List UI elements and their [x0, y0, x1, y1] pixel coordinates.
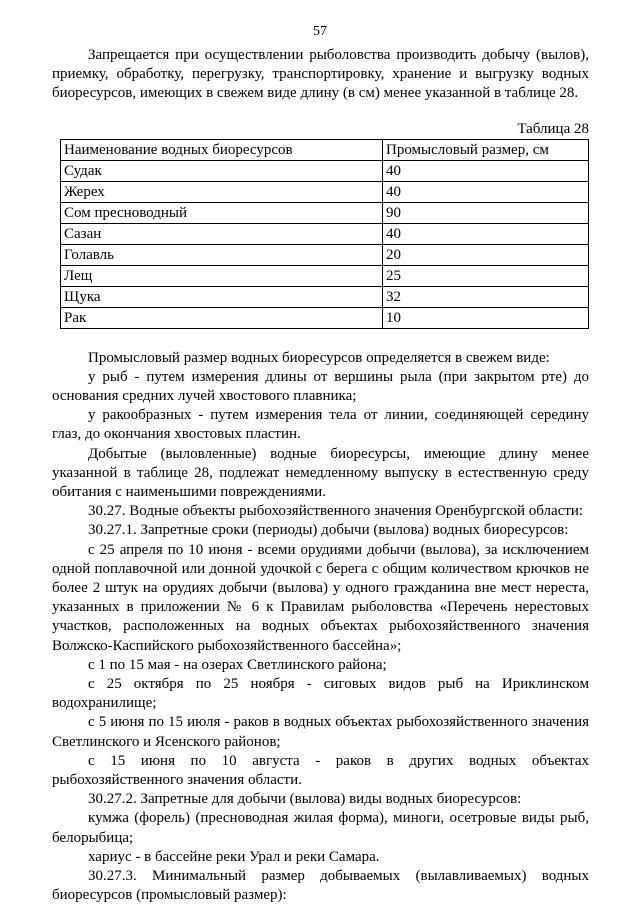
size-cell: 40: [383, 223, 589, 244]
intro-paragraph: Запрещается при осуществлении рыболовства производить добычу (вылов), приемку, обработку, перегрузку, транспортировку, хранение и выгрузку водных биоресурсов, имеющих в свежем виде длину (в см) менее указанной в таблице 28.: [52, 47, 589, 102]
document-body: [52, 46, 589, 906]
table-row: [61, 160, 589, 181]
table-row: [61, 307, 589, 328]
species-cell: Судак: [61, 160, 383, 181]
species-cell: Сазан: [61, 223, 383, 244]
section-heading-30-27-3: 30.27.3. Минимальный размер добываемых (вылавливаемых) водных биоресурсов (промысловый размер):: [52, 868, 589, 904]
species-cell: Щука: [61, 286, 383, 307]
size-cell: 40: [383, 160, 589, 181]
species-cell: Жерех: [61, 181, 383, 202]
table-header-species: Наименование водных биоресурсов: [61, 139, 383, 160]
table-row: [61, 265, 589, 286]
paragraph-crustacean-measure: у ракообразных - путем измерения тела от линии, соединяющей середину глаз, до окончания хвостовых пластин.: [52, 407, 589, 443]
paragraph-banned-species: кумжа (форель) (пресноводная жилая форма), миноги, осетровые виды рыб, белорыбица;: [52, 810, 589, 846]
table-row: [61, 286, 589, 307]
size-cell: 90: [383, 202, 589, 223]
paragraph-october-ban: с 25 октября по 25 ноября - сиговых видов рыб на Ириклинском водохранилище;: [52, 676, 589, 712]
section-heading-30-27: 30.27. Водные объекты рыбохозяйственного значения Оренбургской области:: [88, 503, 584, 520]
paragraph-april-june-ban: с 25 апреля по 10 июня - всеми орудиями добычи (вылова), за исключением одной поплавочной или донной удочкой с берега с общим количеством крючков не более 2 штук на орудиях добычи (вылова) у одного гражданина вне мест нереста, указанных в приложении № 6 к Правилам рыболовства «Перечень нерестовых участков, расположенных на водных объектах рыбохозяйственного значения Волжско-Каспийского рыбохозяйственного бассейна»;: [52, 541, 589, 654]
size-cell: 10: [383, 307, 589, 328]
paragraph-june-august-ban: с 15 июня по 10 августа - раков в других водных объектах рыбохозяйственного значения области.: [52, 752, 589, 789]
table-row: [61, 181, 589, 202]
size-cell: 25: [383, 265, 589, 286]
species-cell: Голавль: [61, 244, 383, 265]
table-row: [61, 244, 589, 265]
section-heading-30-27-2: 30.27.2. Запретные для добычи (вылова) виды водных биоресурсов:: [88, 791, 522, 808]
paragraph-fish-measure: у рыб - путем измерения длины от вершины рыла (при закрытом рте) до основания средних лучей хвостового плавника;: [52, 368, 589, 405]
table-header-row: [61, 139, 589, 160]
table-caption: Таблица 28: [517, 120, 589, 137]
size-cell: 32: [383, 286, 589, 307]
size-cell: 20: [383, 244, 589, 265]
species-cell: Сом пресноводный: [61, 202, 383, 223]
paragraph-june-july-ban: с 5 июня по 15 июля - раков в водных объектах рыбохозяйственного значения Светлинского и Ясенского районов;: [52, 714, 589, 750]
paragraph-release-rule: Добытые (выловленные) водные биоресурсы, имеющие длину менее указанной в таблице 28, подлежат немедленному выпуску в естественную среду обитания с наименьшими повреждениями.: [52, 445, 589, 501]
size-cell: 40: [383, 181, 589, 202]
table-row: [61, 202, 589, 223]
fish-size-table: [60, 139, 589, 329]
paragraph-size-definition: Промысловый размер водных биоресурсов определяется в свежем виде:: [88, 349, 550, 366]
table-header-size: Промысловый размер, см: [383, 139, 589, 160]
page-number: 57: [313, 24, 327, 39]
section-heading-30-27-1: 30.27.1. Запретные сроки (периоды) добычи (вылова) водных биоресурсов:: [88, 522, 569, 539]
paragraph-may-ban: с 1 по 15 мая - на озерах Светлинского района;: [88, 656, 387, 673]
paragraph-grayling-ban: хариус - в бассейне реки Урал и реки Самара.: [88, 848, 380, 865]
species-cell: Лещ: [61, 265, 383, 286]
table-row: [61, 223, 589, 244]
species-cell: Рак: [61, 307, 383, 328]
